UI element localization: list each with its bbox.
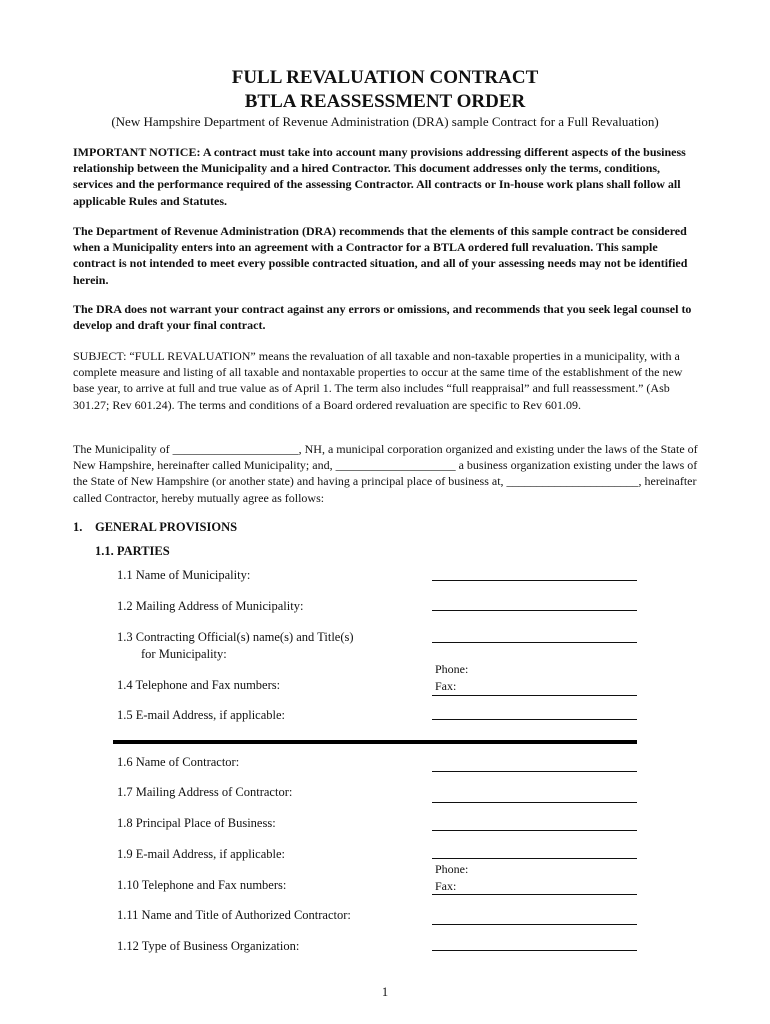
field-label-contractor-email: 1.9 E-mail Address, if applicable:	[117, 847, 286, 861]
field-label-contractor-address: 1.7 Mailing Address of Contractor:	[117, 785, 293, 799]
agreement-paragraph: The Municipality of _____________________, NH, a municipal corporation organized and existing under the laws of the State of New Hampshire, hereinafter called Municipality; and, ____________________ a business organization existing under the laws of the State of New Hampshire (or another state) and having a principal place of business at, ______________________, hereinafter called Contractor, hereby mutually agree as follows:	[73, 442, 698, 505]
document-title-line1: FULL REVALUATION CONTRACT	[231, 67, 539, 88]
field-line-municipality-address[interactable]	[432, 610, 637, 611]
field-line-principal-place[interactable]	[432, 830, 637, 831]
field-line-municipality-telephone[interactable]	[432, 695, 637, 696]
section-divider	[113, 740, 637, 744]
field-line-business-type[interactable]	[432, 950, 637, 951]
section-title: GENERAL PROVISIONS	[95, 520, 238, 534]
dra-recommendation-notice: The Department of Revenue Administration (DRA) recommends that the elements of this sample contract be considered when a Municipality enters into an agreement with a Contractor for a BTLA ordered full revaluation. This sample contract is not intended to meet every possible contracted situation, and all of your assessing needs may not be identified herein.	[73, 224, 688, 287]
field-line-contractor-telephone[interactable]	[432, 894, 637, 895]
field-label-contracting-official-cont: for Municipality:	[141, 647, 227, 661]
field-line-contractor-email[interactable]	[432, 858, 637, 859]
contractor-fax-label: Fax:	[435, 879, 457, 893]
field-label-contractor-telephone: 1.10 Telephone and Fax numbers:	[117, 878, 287, 892]
municipality-phone-label: Phone:	[435, 662, 469, 676]
document-title-line2: BTLA REASSESSMENT ORDER	[244, 91, 526, 112]
field-line-contractor-name[interactable]	[432, 771, 637, 772]
document-subtitle: (New Hampshire Department of Revenue Administration (DRA) sample Contract for a Full Revaluation)	[111, 114, 659, 129]
field-label-authorized-contractor: 1.11 Name and Title of Authorized Contractor:	[117, 908, 351, 922]
subject-label: SUBJECT:	[73, 349, 130, 363]
municipality-fax-label: Fax:	[435, 679, 457, 693]
section-heading	[73, 520, 237, 535]
field-label-contracting-official: 1.3 Contracting Official(s) name(s) and Title(s)	[117, 630, 354, 644]
field-line-contracting-official[interactable]	[432, 642, 637, 643]
field-label-municipality-email: 1.5 E-mail Address, if applicable:	[117, 708, 286, 722]
field-label-contractor-name: 1.6 Name of Contractor:	[117, 755, 240, 769]
field-label-municipality-address: 1.2 Mailing Address of Municipality:	[117, 599, 304, 613]
field-label-principal-place: 1.8 Principal Place of Business:	[117, 816, 276, 830]
subject-paragraph	[73, 348, 698, 413]
field-label-municipality-telephone: 1.4 Telephone and Fax numbers:	[117, 678, 281, 692]
field-label-business-type: 1.12 Type of Business Organization:	[117, 939, 300, 953]
field-line-authorized-contractor[interactable]	[432, 924, 637, 925]
page-number: 1	[381, 985, 389, 999]
field-line-municipality-email[interactable]	[432, 719, 637, 720]
field-label-municipality-name: 1.1 Name of Municipality:	[117, 568, 251, 582]
dra-warranty-notice: The DRA does not warrant your contract against any errors or omissions, and recommends that you seek legal counsel to develop and draft your final contract.	[73, 302, 692, 333]
section-number: 1.	[73, 520, 83, 534]
field-line-contractor-address[interactable]	[432, 802, 637, 803]
subject-text: “FULL REVALUATION” means the revaluation of all taxable and non-taxable properties in a municipality, with a complete measure and listing of all taxable and nontaxable properties to occur at the same time of the establishment of the new base year, to arrive at full and true value as of April 1. The term also includes “full reappraisal” and full reassessment.” (Asb 301.27; Rev 601.24). The terms and conditions of a Board ordered revaluation are specific to Rev 601.09.	[73, 349, 683, 412]
contractor-phone-label: Phone:	[435, 862, 469, 876]
field-line-municipality-name[interactable]	[432, 580, 637, 581]
important-notice: IMPORTANT NOTICE: A contract must take into account many provisions addressing different aspects of the business relationship between the Municipality and a hired Contractor. This document addresses only the terms, conditions, services and the performance required of the assessing Contractor. All contracts or In-house work plans shall follow all applicable Rules and Statutes.	[73, 145, 686, 208]
subsection-heading: 1.1. PARTIES	[95, 544, 170, 558]
